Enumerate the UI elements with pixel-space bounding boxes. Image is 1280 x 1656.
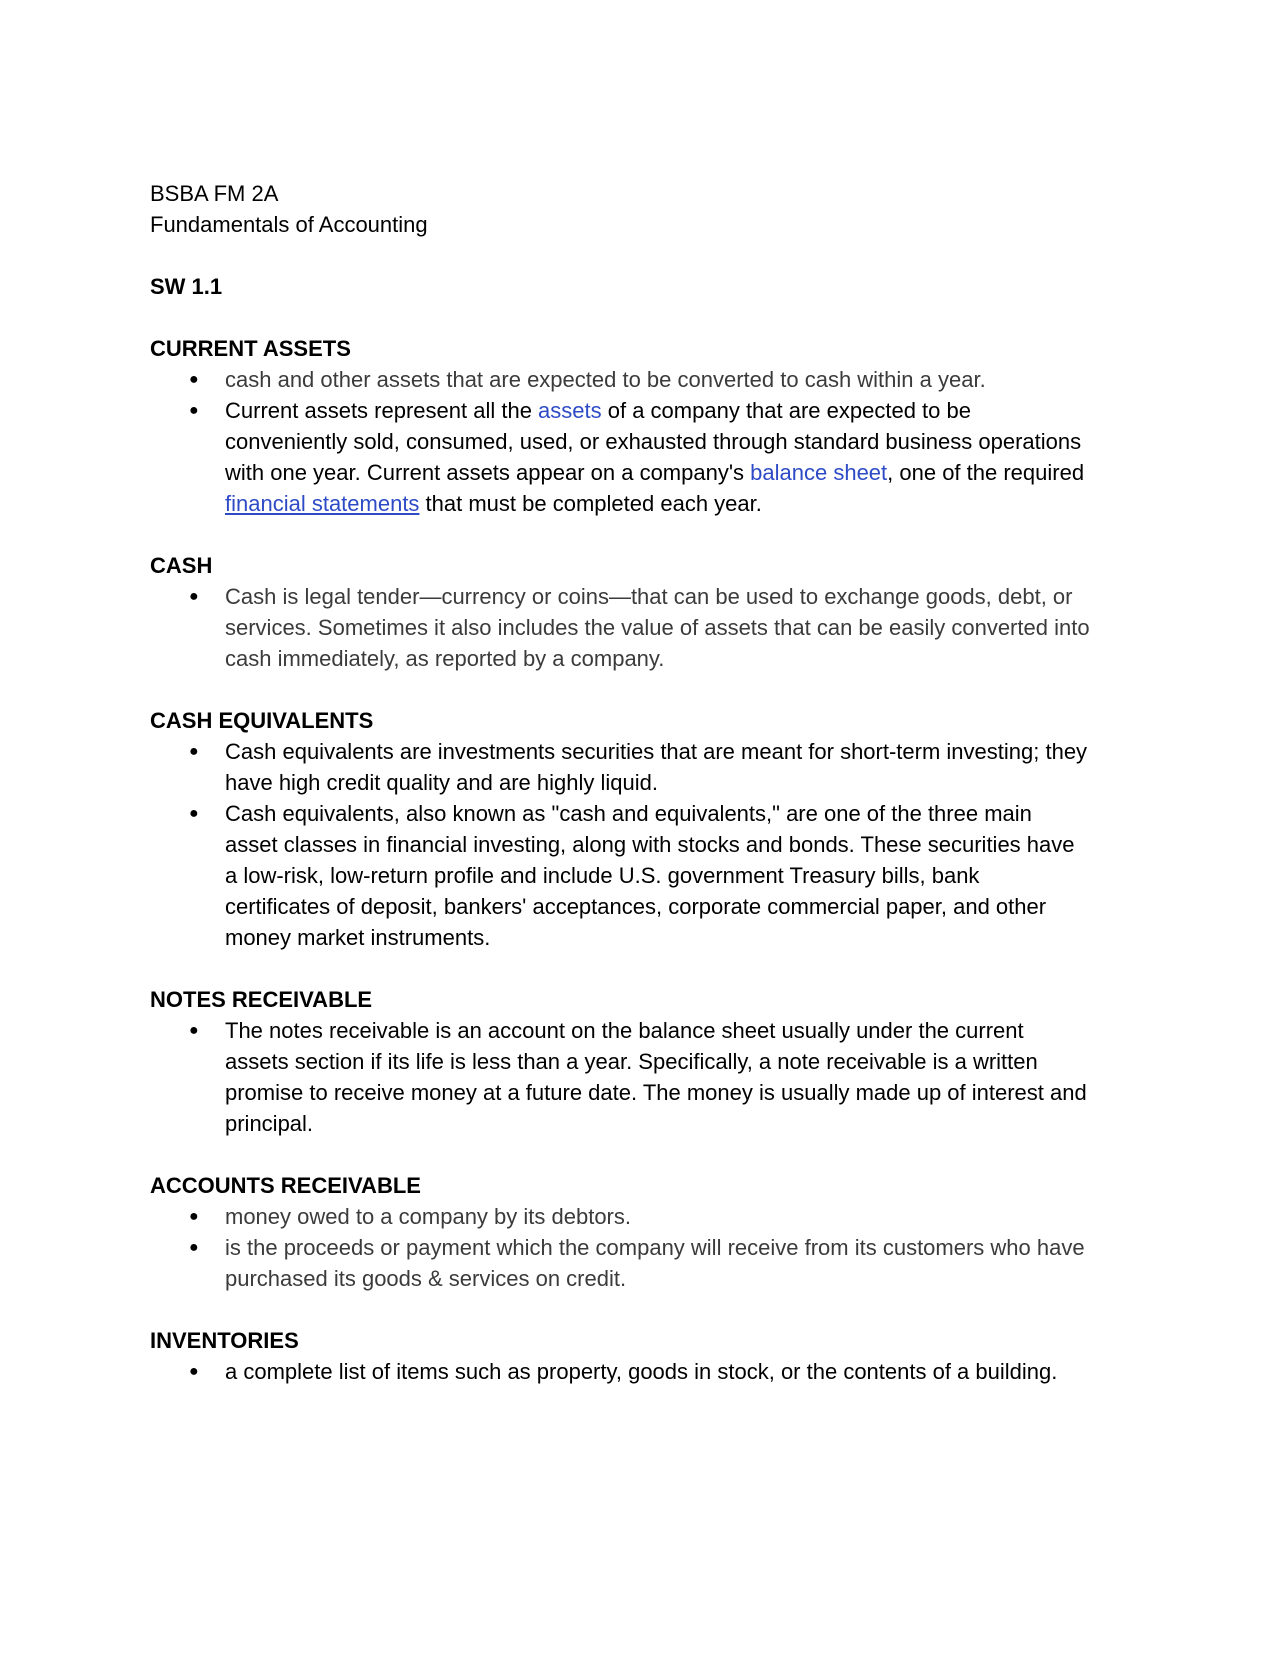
bullet-list xyxy=(150,364,1140,519)
bullet-icon: ● xyxy=(189,1363,199,1380)
course-code: BSBA FM 2A xyxy=(150,181,279,206)
text-span: that must be completed each year. xyxy=(419,491,762,516)
list-item-line: principal. xyxy=(225,1111,314,1136)
balance-sheet-link[interactable]: balance sheet xyxy=(750,460,888,485)
list-item-line: services. Sometimes it also includes the value of assets that can be easily converted into xyxy=(225,615,1090,640)
bullet-icon: ● xyxy=(189,1208,199,1225)
bullet-list xyxy=(150,736,1140,953)
spacer xyxy=(150,953,1140,984)
list-item-line xyxy=(225,488,1140,519)
list-item-line: a low-risk, low-return profile and include U.S. government Treasury bills, bank xyxy=(225,863,980,888)
list-item-line: money market instruments. xyxy=(225,925,491,950)
subject-title: Fundamentals of Accounting xyxy=(150,212,428,237)
spacer xyxy=(150,240,1140,271)
list-item-line: asset classes in financial investing, along with stocks and bonds. These securities have xyxy=(225,832,1075,857)
list-item-line: certificates of deposit, bankers' acceptances, corporate commercial paper, and other xyxy=(225,894,1047,919)
section-current-assets xyxy=(150,333,1140,519)
bullet-icon: ● xyxy=(189,1239,199,1256)
list-item xyxy=(150,798,1140,953)
assignment-title: SW 1.1 xyxy=(150,274,223,299)
list-item xyxy=(150,581,1140,674)
text-span: with one year. Current assets appear on a company's xyxy=(225,460,751,485)
bullet-icon: ● xyxy=(189,588,199,605)
spacer xyxy=(150,519,1140,550)
list-item xyxy=(150,1232,1140,1294)
section-cash-equivalents xyxy=(150,705,1140,953)
list-item-line: is the proceeds or payment which the company will receive from its customers who have xyxy=(225,1235,1085,1260)
section-cash xyxy=(150,550,1140,674)
text-span: , one of the required xyxy=(887,460,1085,485)
spacer xyxy=(150,302,1140,333)
section-accounts-receivable xyxy=(150,1170,1140,1294)
section-heading: NOTES RECEIVABLE xyxy=(150,987,373,1012)
list-item-text: cash and other assets that are expected to be converted to cash within a year. xyxy=(225,367,986,392)
assets-link[interactable]: assets xyxy=(538,398,602,423)
section-heading: INVENTORIES xyxy=(150,1328,299,1353)
text-span: Current assets represent all the xyxy=(225,398,539,423)
bullet-icon: ● xyxy=(189,402,199,419)
list-item xyxy=(150,364,1140,395)
document-page xyxy=(150,178,1140,1387)
list-item-line: purchased its goods & services on credit. xyxy=(225,1266,627,1291)
list-item-line: cash immediately, as reported by a company. xyxy=(225,646,665,671)
bullet-list xyxy=(150,1201,1140,1294)
spacer xyxy=(150,1139,1140,1170)
section-heading: ACCOUNTS RECEIVABLE xyxy=(150,1173,421,1198)
list-item xyxy=(150,1201,1140,1232)
section-heading: CASH EQUIVALENTS xyxy=(150,708,374,733)
financial-statements-link[interactable]: financial statements xyxy=(225,491,420,516)
bullet-list xyxy=(150,1356,1140,1387)
list-item xyxy=(150,1015,1140,1139)
section-notes-receivable xyxy=(150,984,1140,1139)
list-item-line: conveniently sold, consumed, used, or exhausted through standard business operations xyxy=(225,429,1082,454)
list-item-line: money owed to a company by its debtors. xyxy=(225,1204,631,1229)
list-item-line xyxy=(225,457,1140,488)
bullet-icon: ● xyxy=(189,1022,199,1039)
list-item xyxy=(150,736,1140,798)
section-heading: CURRENT ASSETS xyxy=(150,336,351,361)
section-inventories xyxy=(150,1325,1140,1387)
list-item-line: Cash equivalents are investments securities that are meant for short-term investing; they xyxy=(225,739,1088,764)
spacer xyxy=(150,1294,1140,1325)
list-item-line xyxy=(225,395,1140,426)
list-item-line: The notes receivable is an account on the balance sheet usually under the current xyxy=(225,1018,1024,1043)
spacer xyxy=(150,674,1140,705)
bullet-icon: ● xyxy=(189,805,199,822)
section-heading: CASH xyxy=(150,553,213,578)
list-item-line: Cash equivalents, also known as "cash and equivalents," are one of the three main xyxy=(225,801,1032,826)
list-item xyxy=(150,395,1140,519)
list-item xyxy=(150,1356,1140,1387)
text-span: of a company that are expected to be xyxy=(601,398,971,423)
bullet-list xyxy=(150,581,1140,674)
list-item-line: promise to receive money at a future date. The money is usually made up of interest and xyxy=(225,1080,1087,1105)
bullet-list xyxy=(150,1015,1140,1139)
list-item-line: have high credit quality and are highly liquid. xyxy=(225,770,658,795)
bullet-icon: ● xyxy=(189,743,199,760)
list-item-line: assets section if its life is less than a year. Specifically, a note receivable is a written xyxy=(225,1049,1038,1074)
list-item-line: a complete list of items such as property, goods in stock, or the contents of a building. xyxy=(225,1359,1058,1384)
bullet-icon: ● xyxy=(189,371,199,388)
list-item-line: Cash is legal tender—currency or coins—that can be used to exchange goods, debt, or xyxy=(225,584,1073,609)
